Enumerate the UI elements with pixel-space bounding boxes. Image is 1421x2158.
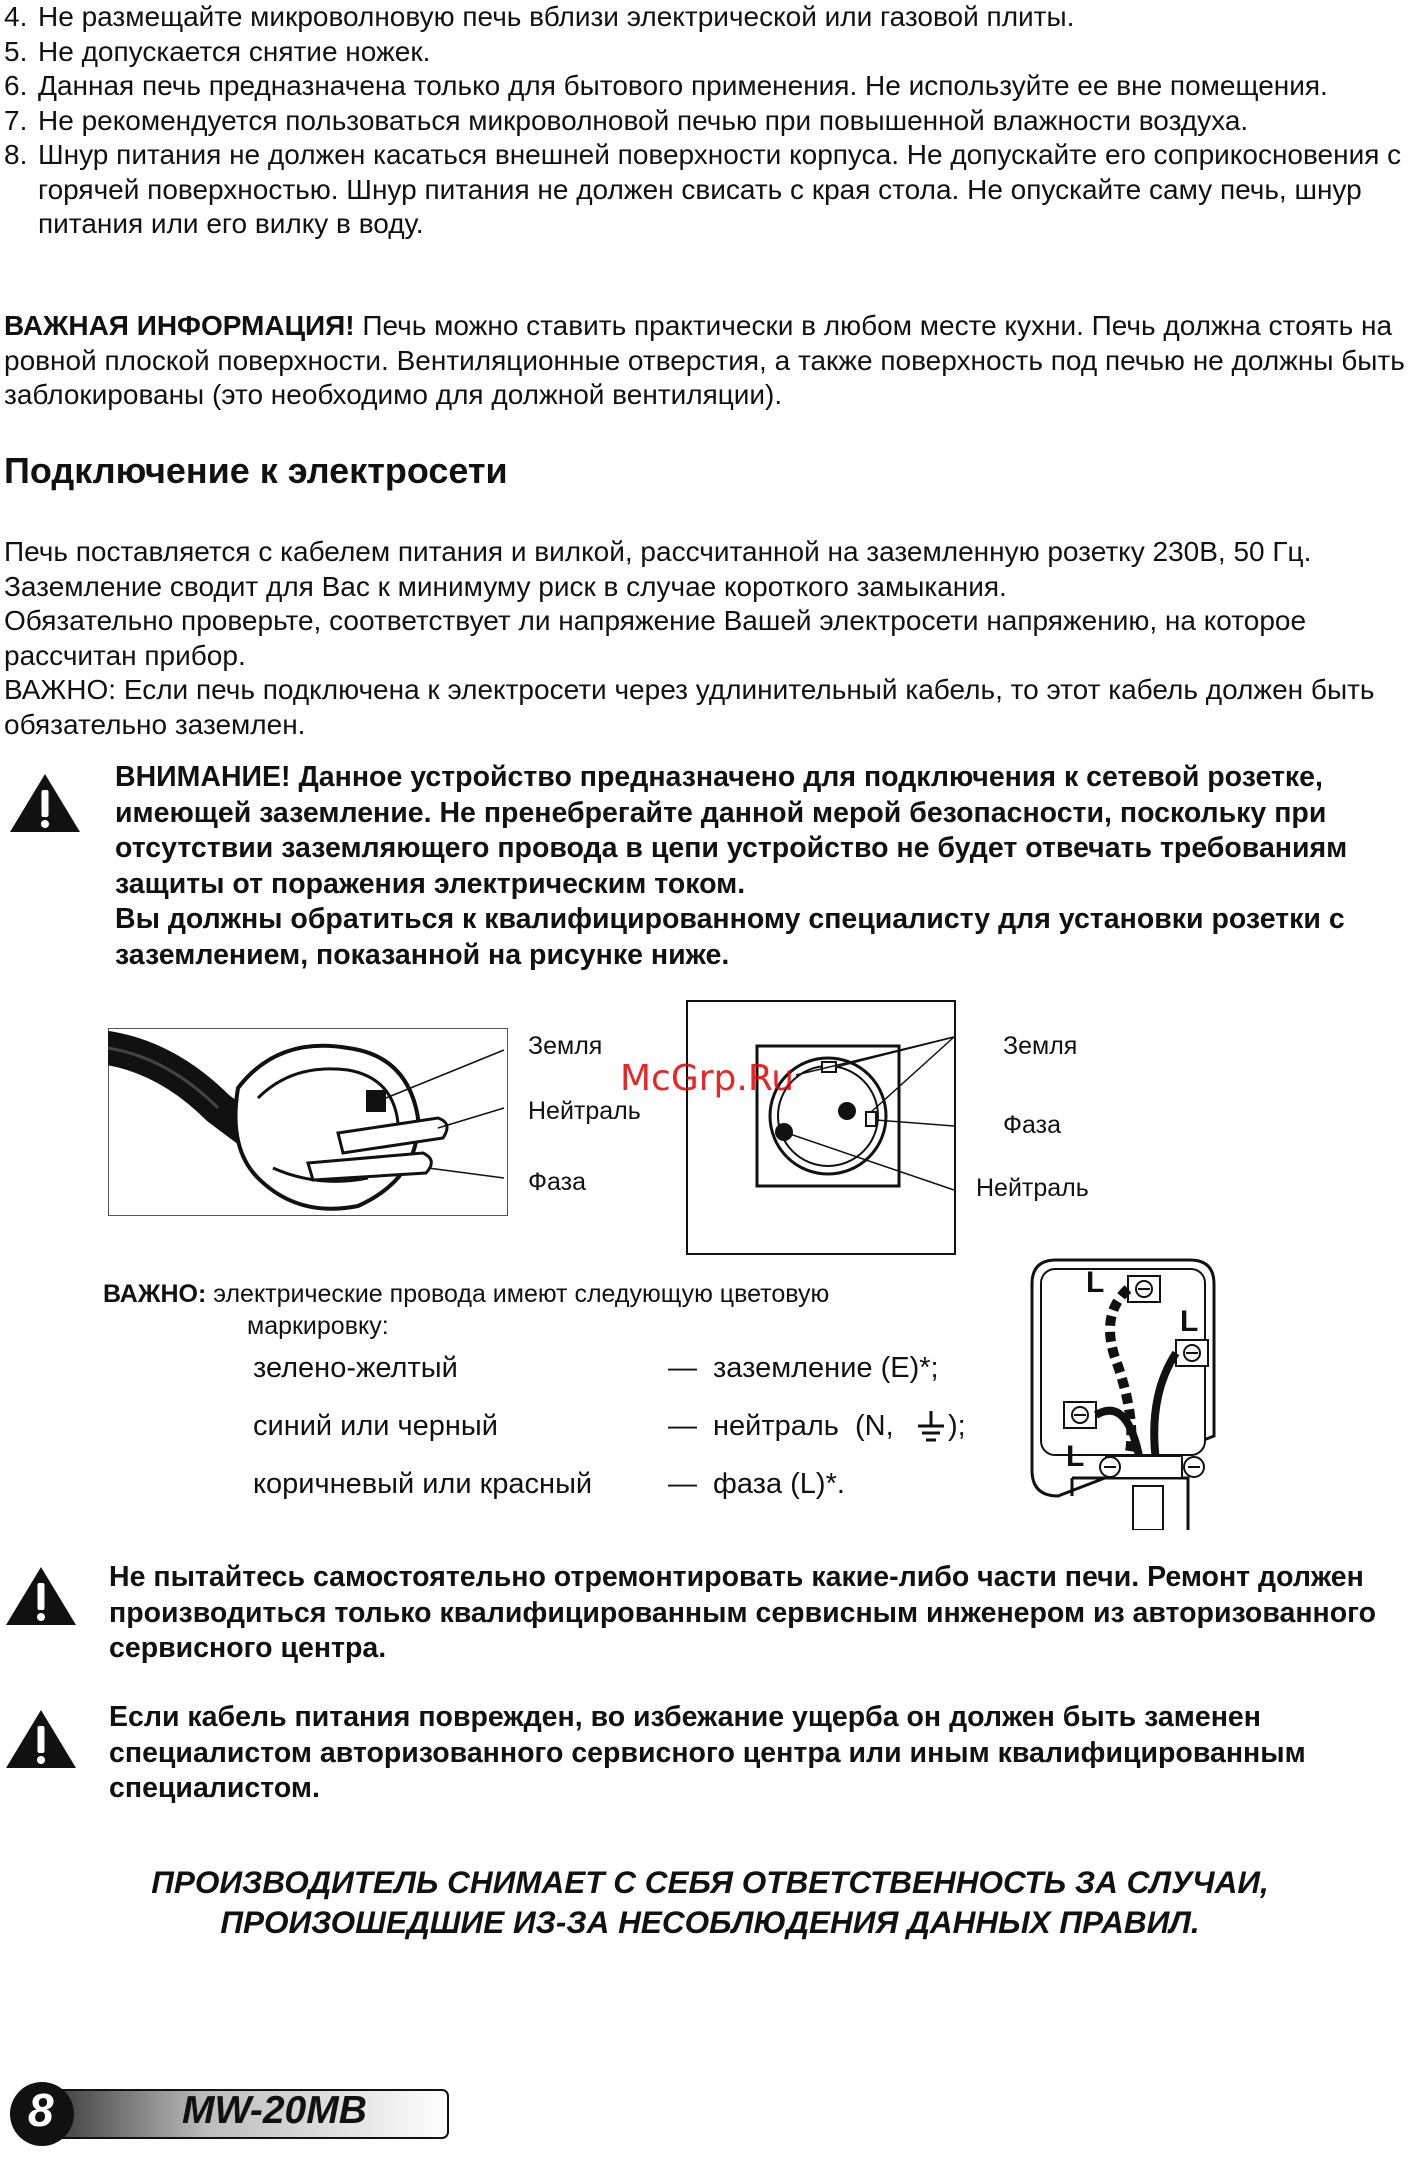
list-item: 6. Данная печь предназначена только для бытового применения. Не используйте ее вне помещения. [4,70,1328,101]
connection-paragraph: Обязательно проверьте, соответствует ли напряжение Вашей электросети напряжению, на которое рассчитан прибор. [4,605,1307,671]
wire-color-meaning: заземление (E)*; [713,1352,939,1384]
terminal-letter: L [1180,1305,1199,1338]
section-heading: Подключение к электросети [4,450,508,491]
cable-warning: Если кабель питания поврежден, во избежание ущерба он должен быть заменен специалистом авторизованного сервисного центра или иным квалифицированным специалистом. [109,1701,1306,1804]
connection-paragraph: Печь поставляется с кабелем питания и вилкой, рассчитанной на заземленную розетку 230В, 50 Гц. Заземление сводит для Вас к минимуму риск в случае короткого замыкания. [4,536,1312,602]
connection-paragraph: ВАЖНО: Если печь подключена к электросети через удлинительный кабель, то этот кабель должен быть обязательно заземлен. [4,674,1375,740]
wire-color-dash: — [668,1468,697,1500]
list-item: 8. Шнур питания не должен касаться внешней поверхности корпуса. Не допускайте его соприкосновения с горячей поверхностью. Шнур питания не должен свисать с края стола. Не опускайте саму печь, шнур питания или его вилку в воду. [4,139,1402,239]
wire-color-dash: — [668,1352,697,1384]
warning-triangle-icon [4,1708,78,1770]
page-number: 8 [28,2084,54,2136]
ground-symbol-icon [916,1409,946,1445]
socket-label-neutral: Нейтраль [976,1174,1089,1202]
wire-color-label: синий или черный [253,1410,498,1442]
wire-color-tail: ); [948,1410,966,1442]
connection-text [4,535,1416,742]
terminal-letter: L [1086,1266,1105,1299]
list-item: 7. Не рекомендуется пользоваться микроволновой печью при повышенной влажности воздуха. [4,104,1249,136]
safety-list [4,0,1416,242]
socket-label-phase: Фаза [1003,1111,1061,1139]
wire-colors-title: ВАЖНО: электрические провода имеют следующую цветовую маркировку: [103,1280,830,1340]
wire-color-dash: — [668,1410,697,1442]
wire-color-label: коричневый или красный [253,1468,593,1500]
wire-color-meaning: нейтраль (N, [713,1410,894,1442]
warning-triangle-icon [4,1565,78,1627]
list-item: 5. Не допускается снятие ножек. [4,35,431,67]
terminal-letter: L [1066,1440,1085,1473]
disclaimer: ПРОИЗВОДИТЕЛЬ СНИМАЕТ С СЕБЯ ОТВЕТСТВЕННОСТЬ ЗА СЛУЧАИ, ПРОИЗОШЕДШИЕ ИЗ-ЗА НЕСОБЛЮДЕНИЯ ДАННЫХ ПРАВИЛ. [151,1864,1269,1940]
socket-illustration [686,1000,956,1255]
model-name: MW-20MB [182,2089,367,2132]
wire-color-label: зелено-желтый [253,1352,458,1384]
wire-color-meaning: фаза (L)*. [713,1468,845,1500]
grounding-warning: ВНИМАНИЕ! Данное устройство предназначено для подключения к сетевой розетке, имеющей заземление. Не пренебрегайте данной мерой безопасности, поскольку при отсутствии заземляющего провода в цепи устройство не будет отвечать требованиям защиты от поражения электрическим током. Вы должны обратиться к квалифицированному специалисту для установки розетки с заземлением, показанной на рисунке ниже. [115,761,1348,971]
plug-label-neutral: Нейтраль [528,1097,641,1125]
list-item: 4. Не размещайте микроволновую печь вблизи электрической или газовой плиты. [4,1,1075,32]
socket-label-earth: Земля [1003,1032,1078,1060]
plug-label-phase: Фаза [528,1168,586,1196]
important-info-paragraph: ВАЖНАЯ ИНФОРМАЦИЯ! Печь можно ставить практически в любом месте кухни. Печь должна стоять на ровной плоской поверхности. Вентиляционные отверстия, а также поверхность под печью не должны быть заблокированы (это необходимо для должной вентиляции). [4,310,1405,410]
warning-triangle-icon [8,772,82,834]
plug-terminal-illustration [1028,1256,1218,1530]
watermark: McGrp.Ru [620,1058,795,1099]
plug-illustration [108,1028,508,1216]
plug-label-earth: Земля [528,1032,603,1060]
repair-warning: Не пытайтесь самостоятельно отремонтировать какие-либо части печи. Ремонт должен производиться только квалифицированным сервисным инженером из авторизованного сервисного центра. [109,1561,1377,1664]
